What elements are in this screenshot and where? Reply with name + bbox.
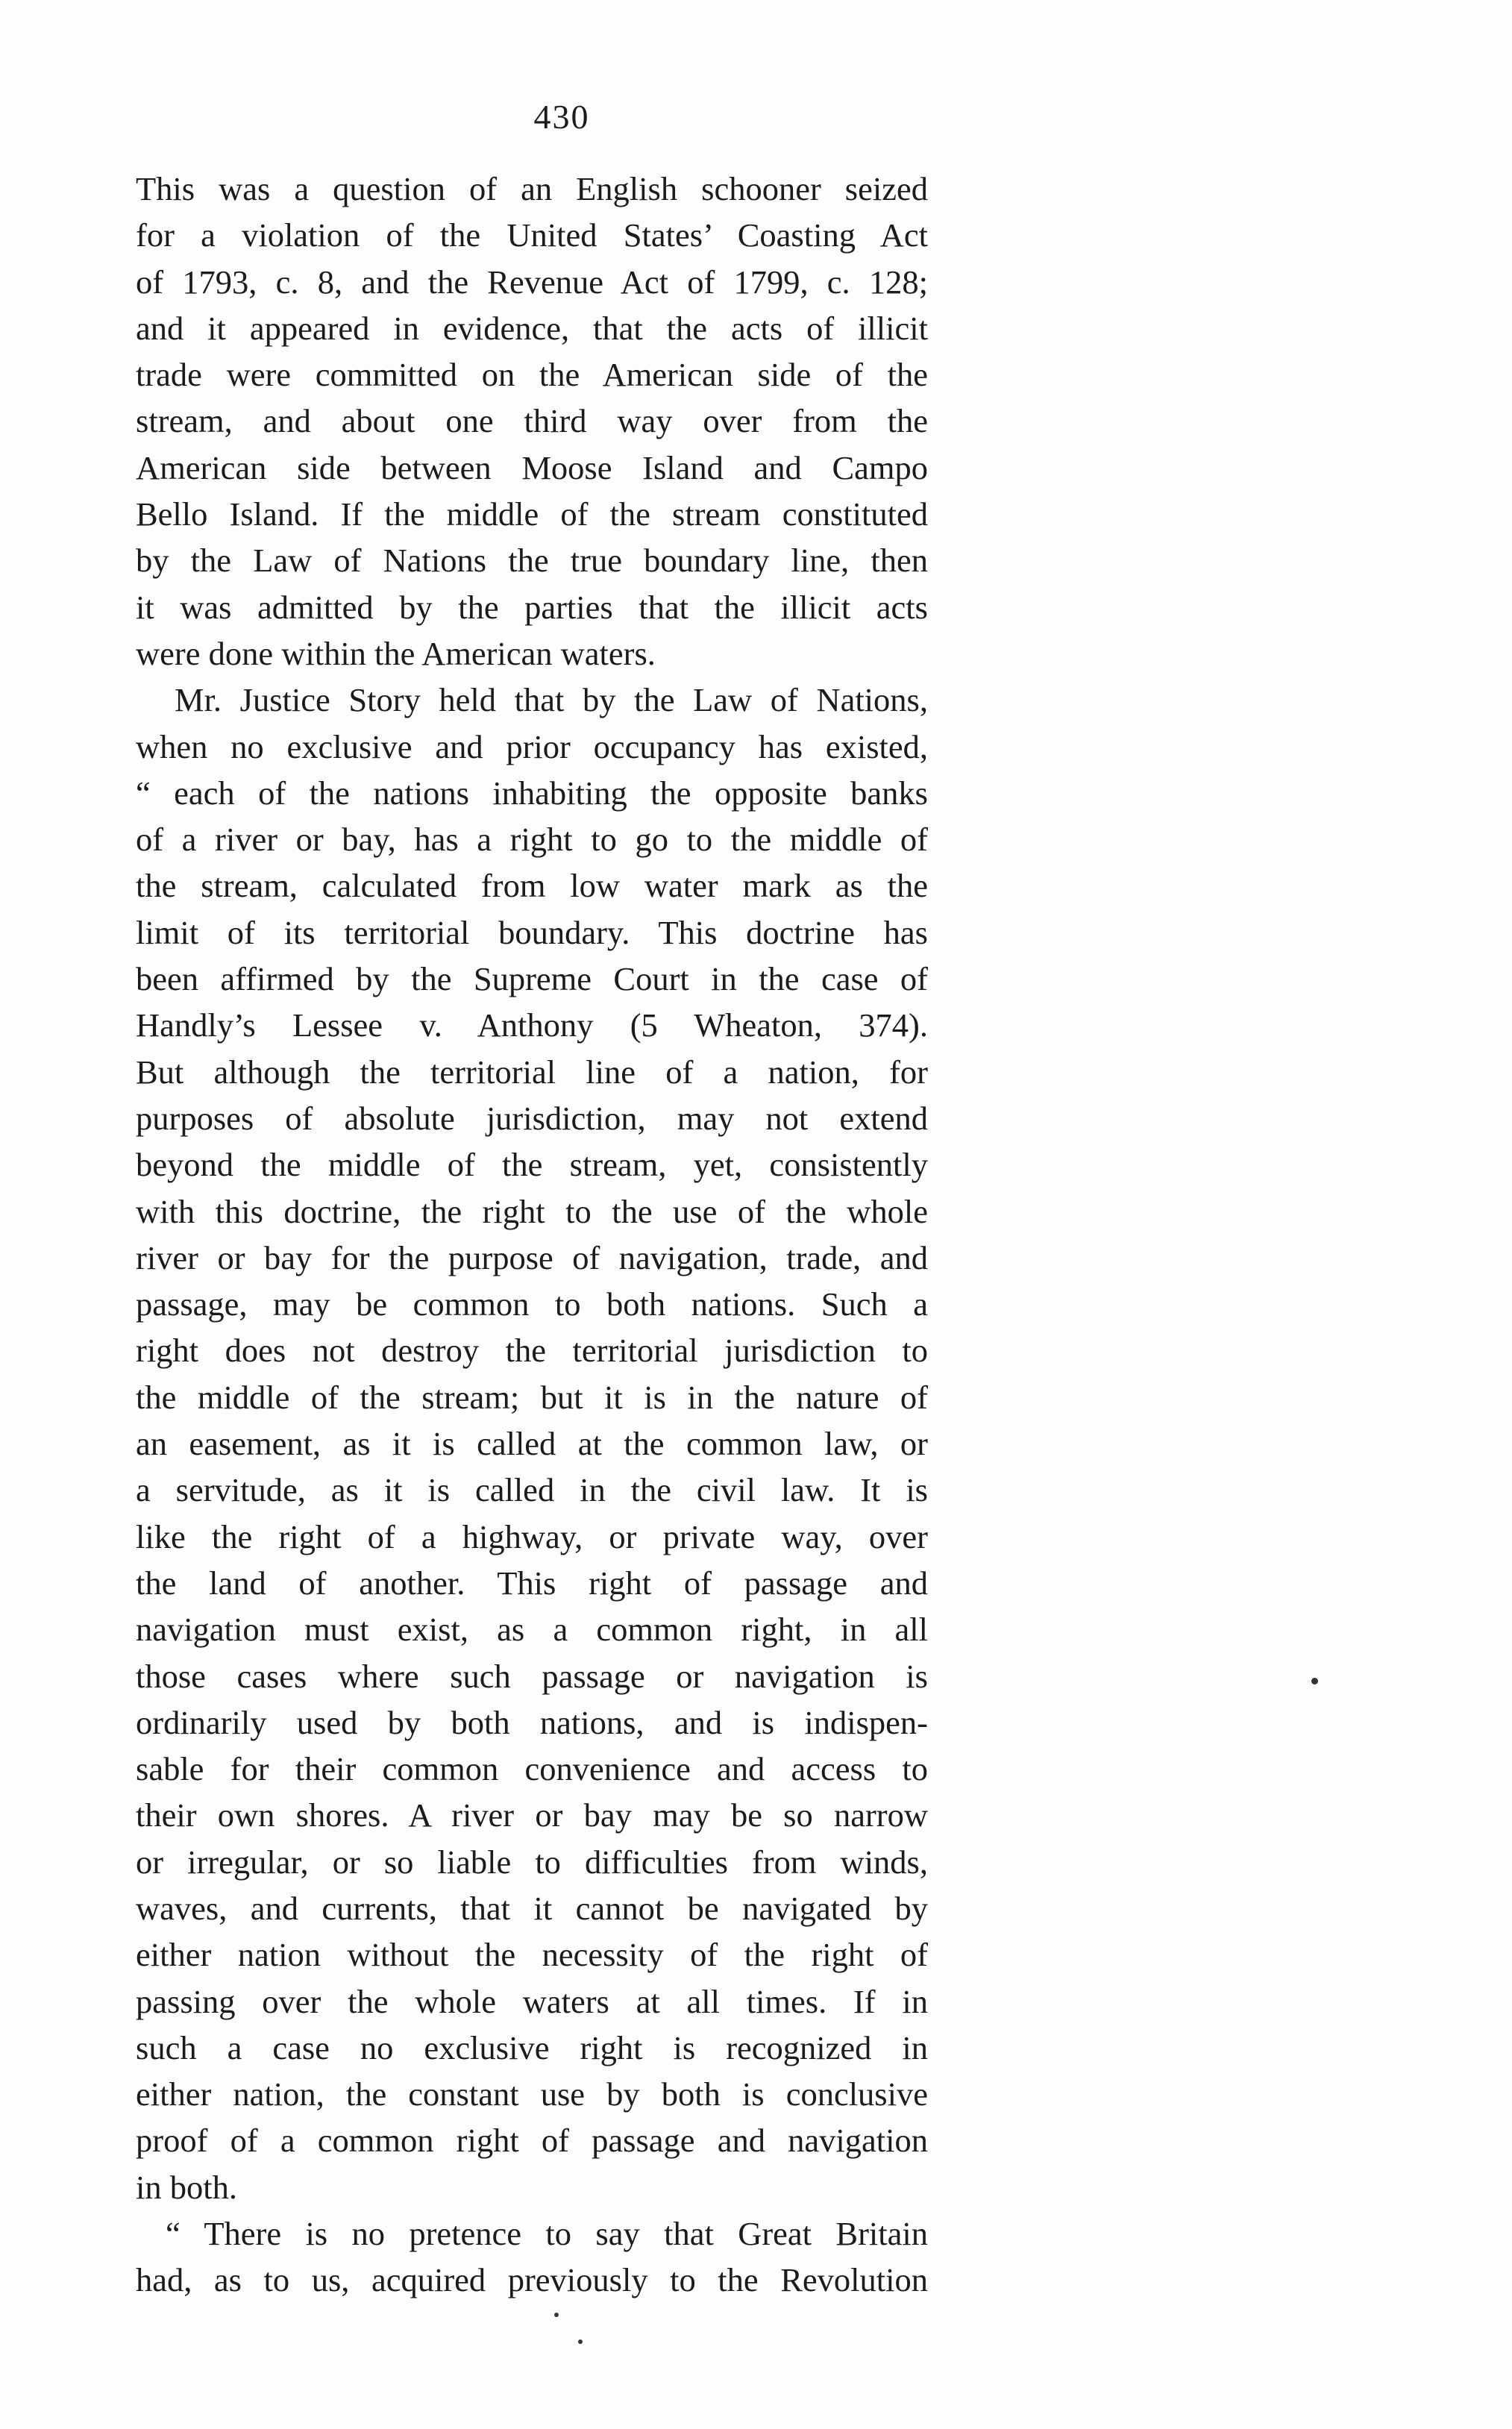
text-line: the land of another. This right of passage and: [136, 1564, 928, 1602]
text-line: trade were committed on the American side of the: [136, 356, 928, 394]
text-line: an easement, as it is called at the common law, or: [136, 1425, 928, 1463]
text-line: a servitude, as it is called in the civil law. It is: [136, 1471, 928, 1509]
text-line: “ each of the nations inhabiting the opposite banks: [136, 774, 928, 812]
page-number: 430: [533, 98, 590, 136]
text-line: the stream, calculated from low water mark as the: [136, 867, 928, 905]
text-line: and it appeared in evidence, that the acts of illicit: [136, 309, 928, 347]
text-line: the middle of the stream; but it is in the nature of: [136, 1378, 928, 1416]
text-line: ordinarily used by both nations, and is indispen-: [136, 1703, 928, 1741]
text-line: like the right of a highway, or private way, over: [136, 1517, 928, 1555]
text-line: navigation must exist, as a common right, in all: [136, 1611, 928, 1649]
text-line: of a river or bay, has a right to go to the middle of: [136, 821, 928, 859]
text-line: were done within the American waters.: [136, 634, 656, 672]
text-line: in both.: [136, 2168, 237, 2206]
text-line: sable for their common convenience and access to: [136, 1750, 928, 1788]
text-line: This was a question of an English schooner seized: [136, 170, 928, 207]
text-line: for a violation of the United States’ Coasting Act: [136, 216, 928, 254]
text-line: passing over the whole waters at all times. If in: [136, 1982, 928, 2020]
text-line: of 1793, c. 8, and the Revenue Act of 1799, c. 128;: [136, 263, 928, 301]
text-line: by the Law of Nations the true boundary line, then: [136, 542, 928, 580]
text-line: with this doctrine, the right to the use of the whole: [136, 1192, 928, 1230]
text-line: river or bay for the purpose of navigation, trade, and: [136, 1238, 928, 1276]
text-line: been affirmed by the Supreme Court in the case of: [136, 960, 928, 998]
text-line: it was admitted by the parties that the illicit acts: [136, 588, 928, 626]
text-line: their own shores. A river or bay may be so narrow: [136, 1796, 928, 1834]
text-line: when no exclusive and prior occupancy has existed,: [136, 727, 928, 765]
text-line: beyond the middle of the stream, yet, consistently: [136, 1146, 928, 1184]
text-line: either nation, the constant use by both is conclusive: [136, 2075, 928, 2113]
text-line: those cases where such passage or navigation is: [136, 1657, 928, 1695]
text-line: But although the territorial line of a nation, for: [136, 1053, 928, 1091]
text-line: passage, may be common to both nations. Such a: [136, 1285, 928, 1323]
text-line: proof of a common right of passage and navigation: [136, 2122, 928, 2160]
text-line: Handly’s Lessee v. Anthony (5 Wheaton, 374).: [136, 1006, 928, 1044]
text-line: stream, and about one third way over from the: [136, 402, 928, 440]
text-line: had, as to us, acquired previously to the Revolution: [136, 2261, 928, 2299]
ink-speck: [554, 2313, 559, 2317]
text-line: either nation without the necessity of the right of: [136, 1936, 928, 1974]
text-line: purposes of absolute jurisdiction, may not extend: [136, 1099, 928, 1137]
ink-speck: [1311, 1678, 1318, 1684]
text-line: Mr. Justice Story held that by the Law of Nations,: [175, 681, 928, 719]
text-line: limit of its territorial boundary. This doctrine has: [136, 913, 928, 951]
text-line: American side between Moose Island and Campo: [136, 448, 928, 486]
text-line: Bello Island. If the middle of the stream constituted: [136, 495, 928, 533]
text-line: “ There is no pretence to say that Great Britain: [166, 2215, 928, 2253]
text-line: such a case no exclusive right is recognized in: [136, 2028, 928, 2066]
text-line: or irregular, or so liable to difficulties from winds,: [136, 1843, 928, 1881]
ink-speck: [578, 2339, 583, 2344]
text-line: waves, and currents, that it cannot be navigated by: [136, 1889, 928, 1927]
body-text: [136, 166, 928, 2304]
text-line: right does not destroy the territorial jurisdiction to: [136, 1332, 928, 1370]
